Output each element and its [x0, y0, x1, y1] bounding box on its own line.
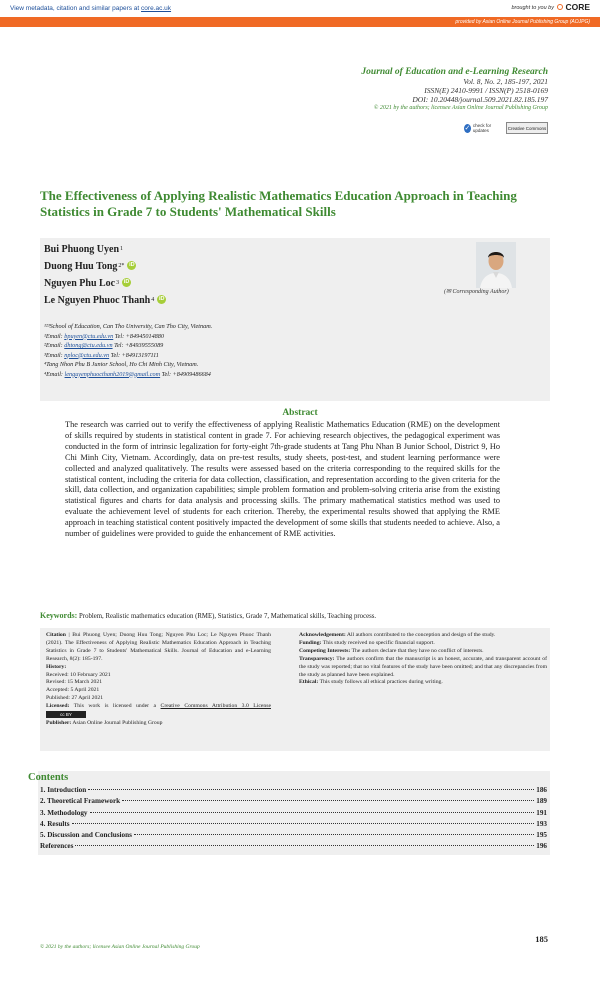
affiliation-email-line	[44, 341, 212, 351]
toc-page: 193	[536, 819, 547, 828]
tel-text: Tel: +84945014880	[113, 332, 164, 340]
core-header-bar	[0, 0, 600, 30]
toc-leader	[75, 845, 534, 846]
toc-leader	[90, 812, 535, 813]
abstract-text: The research was carried out to verify the effectiveness of applying Realistic Mathematics Education (RME) on the development of skills required by students in statistical content in grade 7. For achieving research objectives, the pedagogical experiment was conducted in the form of intrinsic legalization for forty-eight 7th-grade students at Tang Phu Nhan B Junior School, District 9, Ho Chi Minh City, Vietnam. Accordingly, data on pre-test results, study sheets, post-test, and student learning performance were collected and analyzed qualitatively. The results were assessed based on the criteria corresponding to the required skills for the statistical content, including the criteria for data collection, classification, and representation according to the given criteria for the skill, data collection, and organization capabilities; simple problem formation and problem-solving criteria arise from the existing statistical figures and charts for data analysis and processing skills. The primary mathematical statistics method was used to evaluate the achievement level of students for each criterion. Thereby, the experimental results showed that applying the RME approach in teaching statistical content positively impacted the development of some skills that students needed to achieve. Also, a number of guidelines were provided to guide the enhancement of RME activities.	[65, 420, 500, 539]
toc-page: 189	[536, 797, 547, 806]
toc-item[interactable]	[40, 786, 547, 797]
paper-title: The Effectiveness of Applying Realistic Mathematics Education Approach in Teaching Statistics in Grade 7 to Students' Mathematical Skills	[40, 188, 517, 219]
toc-leader	[72, 823, 535, 824]
email-link[interactable]: nploc@ctu.edu.vn	[64, 351, 110, 359]
competing-text: The authors declare that they have no conflict of interests.	[350, 647, 484, 654]
affiliation-email-line	[44, 351, 212, 361]
toc-page: 196	[536, 842, 547, 851]
journal-doi[interactable]: DOI: 10.20448/journal.509.2021.82.185.197	[412, 95, 548, 104]
journal-name: Journal of Education and e-Learning Research	[361, 67, 548, 77]
journal-header	[361, 67, 548, 112]
ethical-text: This study follows all ethical practices during writing.	[318, 679, 443, 686]
author-item	[44, 258, 166, 275]
funding-text: This study received no specific financial support.	[321, 639, 435, 646]
transparency	[299, 656, 547, 680]
keywords-label: Keywords:	[40, 611, 78, 620]
author-sup: 1	[120, 246, 124, 252]
badges	[464, 122, 548, 134]
toc-item[interactable]	[40, 797, 547, 808]
history-published: Published: 27 April 2021	[46, 695, 104, 702]
history-label	[46, 664, 271, 672]
author-item	[44, 275, 166, 292]
core-link-prefix: View metadata, citation and similar papers at	[10, 5, 142, 12]
author-box	[40, 238, 550, 401]
journal-copyright: © 2021 by the authors; licensee Asian Online Journal Publishing Group	[373, 105, 548, 111]
author-name: Bui Phuong Uyen	[44, 244, 120, 255]
journal-issn: ISSN(E) 2410-9991 / ISSN(P) 2518-0169	[424, 86, 548, 95]
history-label-text: History:	[46, 663, 67, 670]
abstract-heading: Abstract	[282, 408, 318, 418]
history-received: Received: 10 February 2021	[46, 671, 111, 678]
publisher-text: Asian Online Journal Publishing Group	[71, 719, 163, 726]
email-link[interactable]: bpuyen@ctu.edu.vn	[64, 332, 114, 340]
provided-by-banner: provided by Asian Online Journal Publishing Group (AOJPG)	[0, 17, 600, 27]
core-link-text[interactable]: core.ac.uk	[141, 5, 172, 12]
ethical	[299, 679, 547, 687]
ack-text: All authors contributed to the conception and design of the study.	[345, 632, 496, 638]
page-number: 185	[535, 934, 548, 944]
competing-interests	[299, 648, 547, 656]
history-accepted: Accepted: 5 April 2021	[46, 687, 100, 694]
journal-volume: Vol. 8, No. 2, 185-197, 2021	[463, 77, 548, 86]
author-sup: 2*	[118, 263, 125, 269]
keywords-text: Problem, Realistic mathematics education (RME), Statistics, Grade 7, Mathematical skills, Teaching process.	[77, 613, 377, 620]
toc-leader	[134, 834, 534, 835]
toc-item[interactable]	[40, 831, 547, 842]
toc-leader	[88, 789, 534, 790]
affiliation-email-line	[44, 370, 212, 380]
publisher	[46, 720, 271, 728]
creative-commons-badge[interactable]: Creative Commons	[506, 122, 548, 134]
core-logo-text: CORE	[565, 2, 590, 12]
core-logo[interactable]	[557, 2, 590, 12]
citation-text: | Bui Phuong Uyen; Duong Huu Tong; Nguyen Phu Loc; Le Nguyen Phuoc Thanh (2021). The Effectiveness of Applying Realistic Mathematics Education Approach in Teaching Statistics in Grade 7 to Students' Mathematical Skills. Journal of Education and e-Learning Research, 8(2): 185-197.	[46, 632, 271, 662]
toc-item[interactable]	[40, 809, 547, 820]
contents-title: Contents	[28, 772, 69, 783]
toc-label: 1. Introduction	[40, 786, 87, 794]
citation-label: Citation	[46, 632, 66, 638]
history-revised: Revised: 15 March 2021	[46, 679, 103, 686]
footer-copyright: © 2021 by the authors; licensee Asian Online Journal Publishing Group	[40, 944, 200, 950]
toc-leader	[122, 800, 534, 801]
email-label: ⁴Email:	[44, 370, 65, 378]
author-photo	[476, 242, 516, 288]
author-sup: 4	[151, 297, 155, 303]
transparency-text: The authors confirm that the manuscript is an honest, accurate, and transparent account of the study was reported; that no vital features of the study have been omitted; and that any discrepancies from the study as planned have been explained.	[299, 655, 547, 678]
funding-label: Funding:	[299, 639, 322, 646]
orcid-icon[interactable]: iD	[129, 262, 135, 268]
toc-page: 195	[536, 831, 547, 840]
affiliation-email-line	[44, 332, 212, 342]
cc-by-icon[interactable]: cc BY	[46, 711, 86, 718]
author-list	[44, 241, 166, 309]
email-label: ²Email:	[44, 342, 65, 349]
table-of-contents	[40, 786, 547, 854]
citation	[46, 632, 271, 664]
check-updates-badge[interactable]	[464, 122, 500, 134]
toc-item[interactable]	[40, 842, 547, 853]
funding	[299, 640, 547, 648]
toc-page: 186	[536, 786, 547, 794]
tel-text: Tel: +84939555089	[112, 342, 164, 349]
email-label: ³Email:	[44, 351, 65, 359]
toc-label: 3. Methodology	[40, 808, 88, 817]
check-icon: ✓	[464, 124, 471, 132]
transparency-label: Transparency:	[299, 655, 335, 662]
competing-label: Competing Interests:	[299, 647, 351, 654]
license-link[interactable]: Creative Commons Attribution 3.0 License	[160, 703, 271, 710]
core-ring-icon	[557, 4, 563, 10]
brought-to-you-by: brought to you by	[511, 5, 554, 11]
toc-item[interactable]	[40, 820, 547, 831]
check-updates-label: check for updates	[472, 123, 492, 133]
affiliation-line: ¹²³School of Education, Can Tho University, Can Tho City, Vietnam.	[44, 323, 213, 330]
orcid-icon[interactable]: iD	[123, 279, 130, 285]
toc-label: 5. Discussion and Conclusions	[40, 831, 132, 840]
author-sup: 3	[116, 280, 120, 286]
core-metadata-link[interactable]	[10, 5, 171, 12]
tel-text: Tel: +84909486684	[160, 370, 211, 378]
article-info-left	[46, 632, 271, 728]
ethical-label: Ethical:	[299, 679, 319, 686]
ack-label: Acknowledgement:	[299, 632, 346, 638]
license	[46, 703, 271, 720]
acknowledgement	[299, 632, 547, 640]
toc-label: 2. Theoretical Framework	[40, 797, 121, 806]
author-name: Le Nguyen Phuoc Thanh	[44, 295, 151, 306]
toc-label: References	[40, 842, 74, 851]
toc-label: 4. Results	[40, 819, 70, 828]
toc-page: 191	[536, 808, 547, 817]
publisher-label: Publisher:	[46, 719, 72, 726]
author-item	[44, 241, 166, 258]
email-label: ¹Email:	[44, 332, 65, 340]
email-link[interactable]: lenguyenphuocthanh2019@gmail.com	[64, 370, 161, 378]
author-name: Nguyen Phu Loc	[44, 278, 116, 289]
tel-text: Tel: +84913197111	[109, 351, 159, 359]
licensed-text: This work is licensed under a	[69, 703, 161, 710]
orcid-icon[interactable]: iD	[159, 296, 165, 302]
licensed-label: Licensed:	[46, 703, 70, 710]
article-info-right	[299, 632, 547, 687]
author-item	[44, 292, 166, 309]
email-link[interactable]: dhtong@ctu.edu.vn	[64, 342, 113, 349]
corresponding-author-note: (✉ Corresponding Author)	[444, 289, 509, 295]
affiliation-line: ⁴Tang Nhon Phu B Junior School, Ho Chi Minh City, Vietnam.	[44, 361, 199, 368]
affiliations	[44, 322, 212, 379]
keywords	[40, 611, 550, 620]
article-info-box	[40, 628, 550, 751]
author-name: Duong Huu Tong	[44, 261, 118, 272]
